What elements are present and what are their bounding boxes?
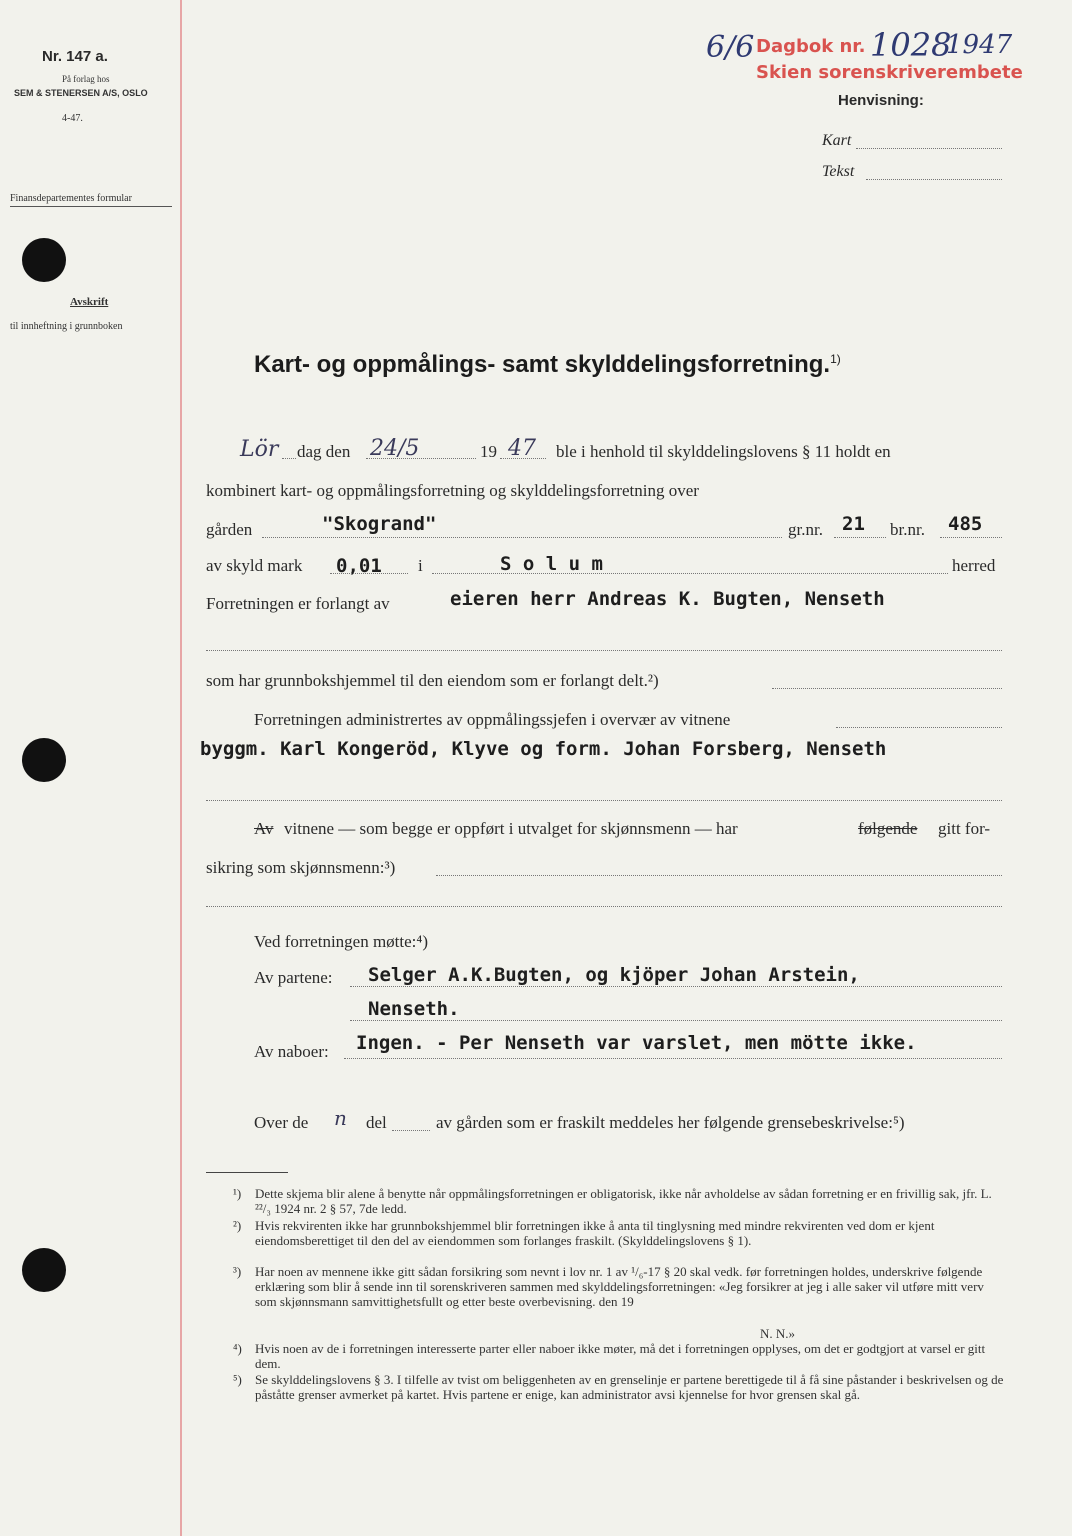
office-stamp: Skien sorenskriverembete (756, 62, 1023, 83)
partene-label: Av partene: (254, 968, 333, 987)
footnote-5: ⁵) Se skylddelingslovens § 3. I tilfelle av tvist om beliggenheten av en grenselinje er partene berettigede til å få sine påstander i beskrivelsen og de påståtte grenser avmerket på kartet. Hvis partene er enige, kan administrator avsi kjennelse for hvor grensen skal gå. (233, 1372, 1004, 1402)
tekst-label: Tekst (822, 163, 855, 180)
del-fraction: n (334, 1106, 347, 1130)
dagbok-number: 1028 (870, 26, 952, 64)
herred-name: S o l u m (500, 553, 603, 575)
punch-hole (22, 1248, 66, 1292)
text-herred: herred (952, 556, 996, 575)
text-folgende-struck: følgende (858, 819, 918, 838)
dotline (500, 458, 546, 459)
dotline (940, 537, 1002, 538)
text-del: del (366, 1113, 387, 1132)
dotline (392, 1130, 430, 1131)
text-motte: Ved forretningen møtte:⁴) (254, 932, 428, 951)
text-kombinert: kombinert kart- og oppmålingsforretning og skylddelingsforretning over (206, 481, 699, 500)
kart-dotline (856, 148, 1002, 149)
tekst-dotline (866, 179, 1002, 180)
copy-sub: til innheftning i grunnboken (10, 321, 123, 332)
skyld-value: 0,01 (336, 555, 382, 577)
text-garden: gården (206, 520, 253, 539)
dotline (206, 650, 1002, 651)
footnote-4: ⁴) Hvis noen av de i forretningen interesserte parter eller naboer ikke møter, må det i forretningen opplyses, om det er godtgjort at varsel er gitt dem. (233, 1341, 986, 1371)
dotline (330, 573, 408, 574)
punch-hole (22, 738, 66, 782)
gnr-label: gr.nr. (788, 520, 823, 539)
text-dag-den: dag den (297, 442, 351, 461)
finance-dept-label: Finansdepartementes formular (10, 193, 132, 204)
bnr-label: br.nr. (890, 520, 925, 539)
dotline (344, 1058, 1002, 1059)
document-title: Kart- og oppmålings- samt skylddelingsforretning.$^{1)}$ (254, 351, 841, 378)
farm-name: "Skogrand" (322, 513, 437, 535)
naboer-label: Av naboer: (254, 1042, 329, 1061)
margin-line (180, 0, 182, 1536)
footnote-3-signature: N. N.» (760, 1326, 796, 1341)
partene-value: Selger A.K.Bugten, og kjöper Johan Arstein, (368, 964, 860, 986)
punch-hole (22, 238, 66, 282)
footnote-3: ³) Har noen av mennene ikke gitt sådan forsikring som nevnt i lov nr. 1 av ¹/₆-17 § 20 skal vedk. før forretningen holdes, underskrive følgende erklæring som blir å sende inn til sorenskriveren sammen med skylddelingsforretningen: «Jeg forsikrer at jeg i alle saker vil utføre mitt verv som skjønnsmann samvittighetsfullt og etter beste overbevisning. den 19 (233, 1264, 984, 1309)
text-i: i (418, 556, 423, 575)
date: 24/5 (370, 436, 420, 461)
text-administrertes: Forretningen administrertes av oppmålingssjefen i overvær av vitnene (254, 710, 731, 729)
dotline (436, 875, 1002, 876)
footnote-1: ¹) Dette skjema blir alene å benytte når oppmålingsforretningen er obligatorisk, ikke når avholdelse av sådan forretning er en frivillig sak, jfr. L. ²²/₃ 1924 nr. 2 § 57, 7de ledd. (233, 1186, 992, 1216)
publisher-line2: SEM & STENERSEN A/S, OSLO (14, 88, 148, 98)
text-skyld: av skyld mark (206, 556, 303, 575)
witnesses: byggm. Karl Kongeröd, Klyve og form. Johan Forsberg, Nenseth (200, 738, 887, 760)
dotline (350, 986, 1002, 987)
footnote-2: ²) Hvis rekvirenten ikke har grunnbokshjemmel blir forretningen ikke å anta til tinglysning med mindre rekvirenten ved dom er kjent eiendomsberettiget til den del av eiendommen som forlanges fraskilt. (Skylddelingslovens § 1). (233, 1218, 935, 1248)
dotline (836, 727, 1002, 728)
dotline (262, 537, 782, 538)
dotline (834, 537, 886, 538)
text-grunnbokshjemmel: som har grunnbokshjemmel til den eiendom som er forlangt delt.²) (206, 671, 659, 690)
henvisning-label: Henvisning: (838, 92, 924, 109)
copy-label: Avskrift (70, 296, 109, 308)
dotline (206, 800, 1002, 801)
requested-by: eieren herr Andreas K. Bugten, Nenseth (450, 588, 885, 610)
naboer-value: Ingen. - Per Nenseth var varslet, men mötte ikke. (356, 1032, 917, 1054)
text-gitt-for: gitt for- (938, 819, 991, 838)
text-vitnene: vitnene — som begge er oppført i utvalget for skjønnsmenn — har (284, 819, 738, 838)
year: 47 (508, 436, 536, 461)
text-grensebeskrivelse: av gården som er fraskilt meddeles her følgende grensebeskrivelse:⁵) (436, 1113, 905, 1132)
dotline (282, 458, 296, 459)
form-number: Nr. 147 a. (42, 48, 108, 65)
weekday: Lör (240, 437, 279, 462)
dagbok-label: Dagbok nr. (756, 36, 866, 57)
form-edition: 4-47. (62, 113, 83, 124)
dotline (350, 1020, 1002, 1021)
publisher-line1: På forlag hos (62, 74, 110, 84)
partene-value-cont: Nenseth. (368, 998, 460, 1020)
dagbok-year: 1947 (946, 30, 1013, 60)
dotline (366, 458, 476, 459)
kart-label: Kart (822, 132, 852, 149)
text-over-de: Over de (254, 1113, 309, 1132)
footnote-rule (206, 1172, 288, 1173)
text-av-struck: Av (254, 819, 274, 838)
handwritten-date: 6/6 (706, 30, 755, 65)
text-forlangt: Forretningen er forlangt av (206, 594, 390, 613)
gnr-value: 21 (842, 513, 865, 535)
dotline (206, 906, 1002, 907)
text-sikring: sikring som skjønnsmenn:³) (206, 858, 396, 877)
margin-divider (10, 206, 172, 207)
bnr-value: 485 (948, 513, 983, 535)
dotline (432, 573, 948, 574)
text-19: 19 (480, 442, 497, 461)
dotline (772, 688, 1002, 689)
text-henhold: ble i henhold til skylddelingslovens § 11 holdt en (556, 442, 891, 461)
